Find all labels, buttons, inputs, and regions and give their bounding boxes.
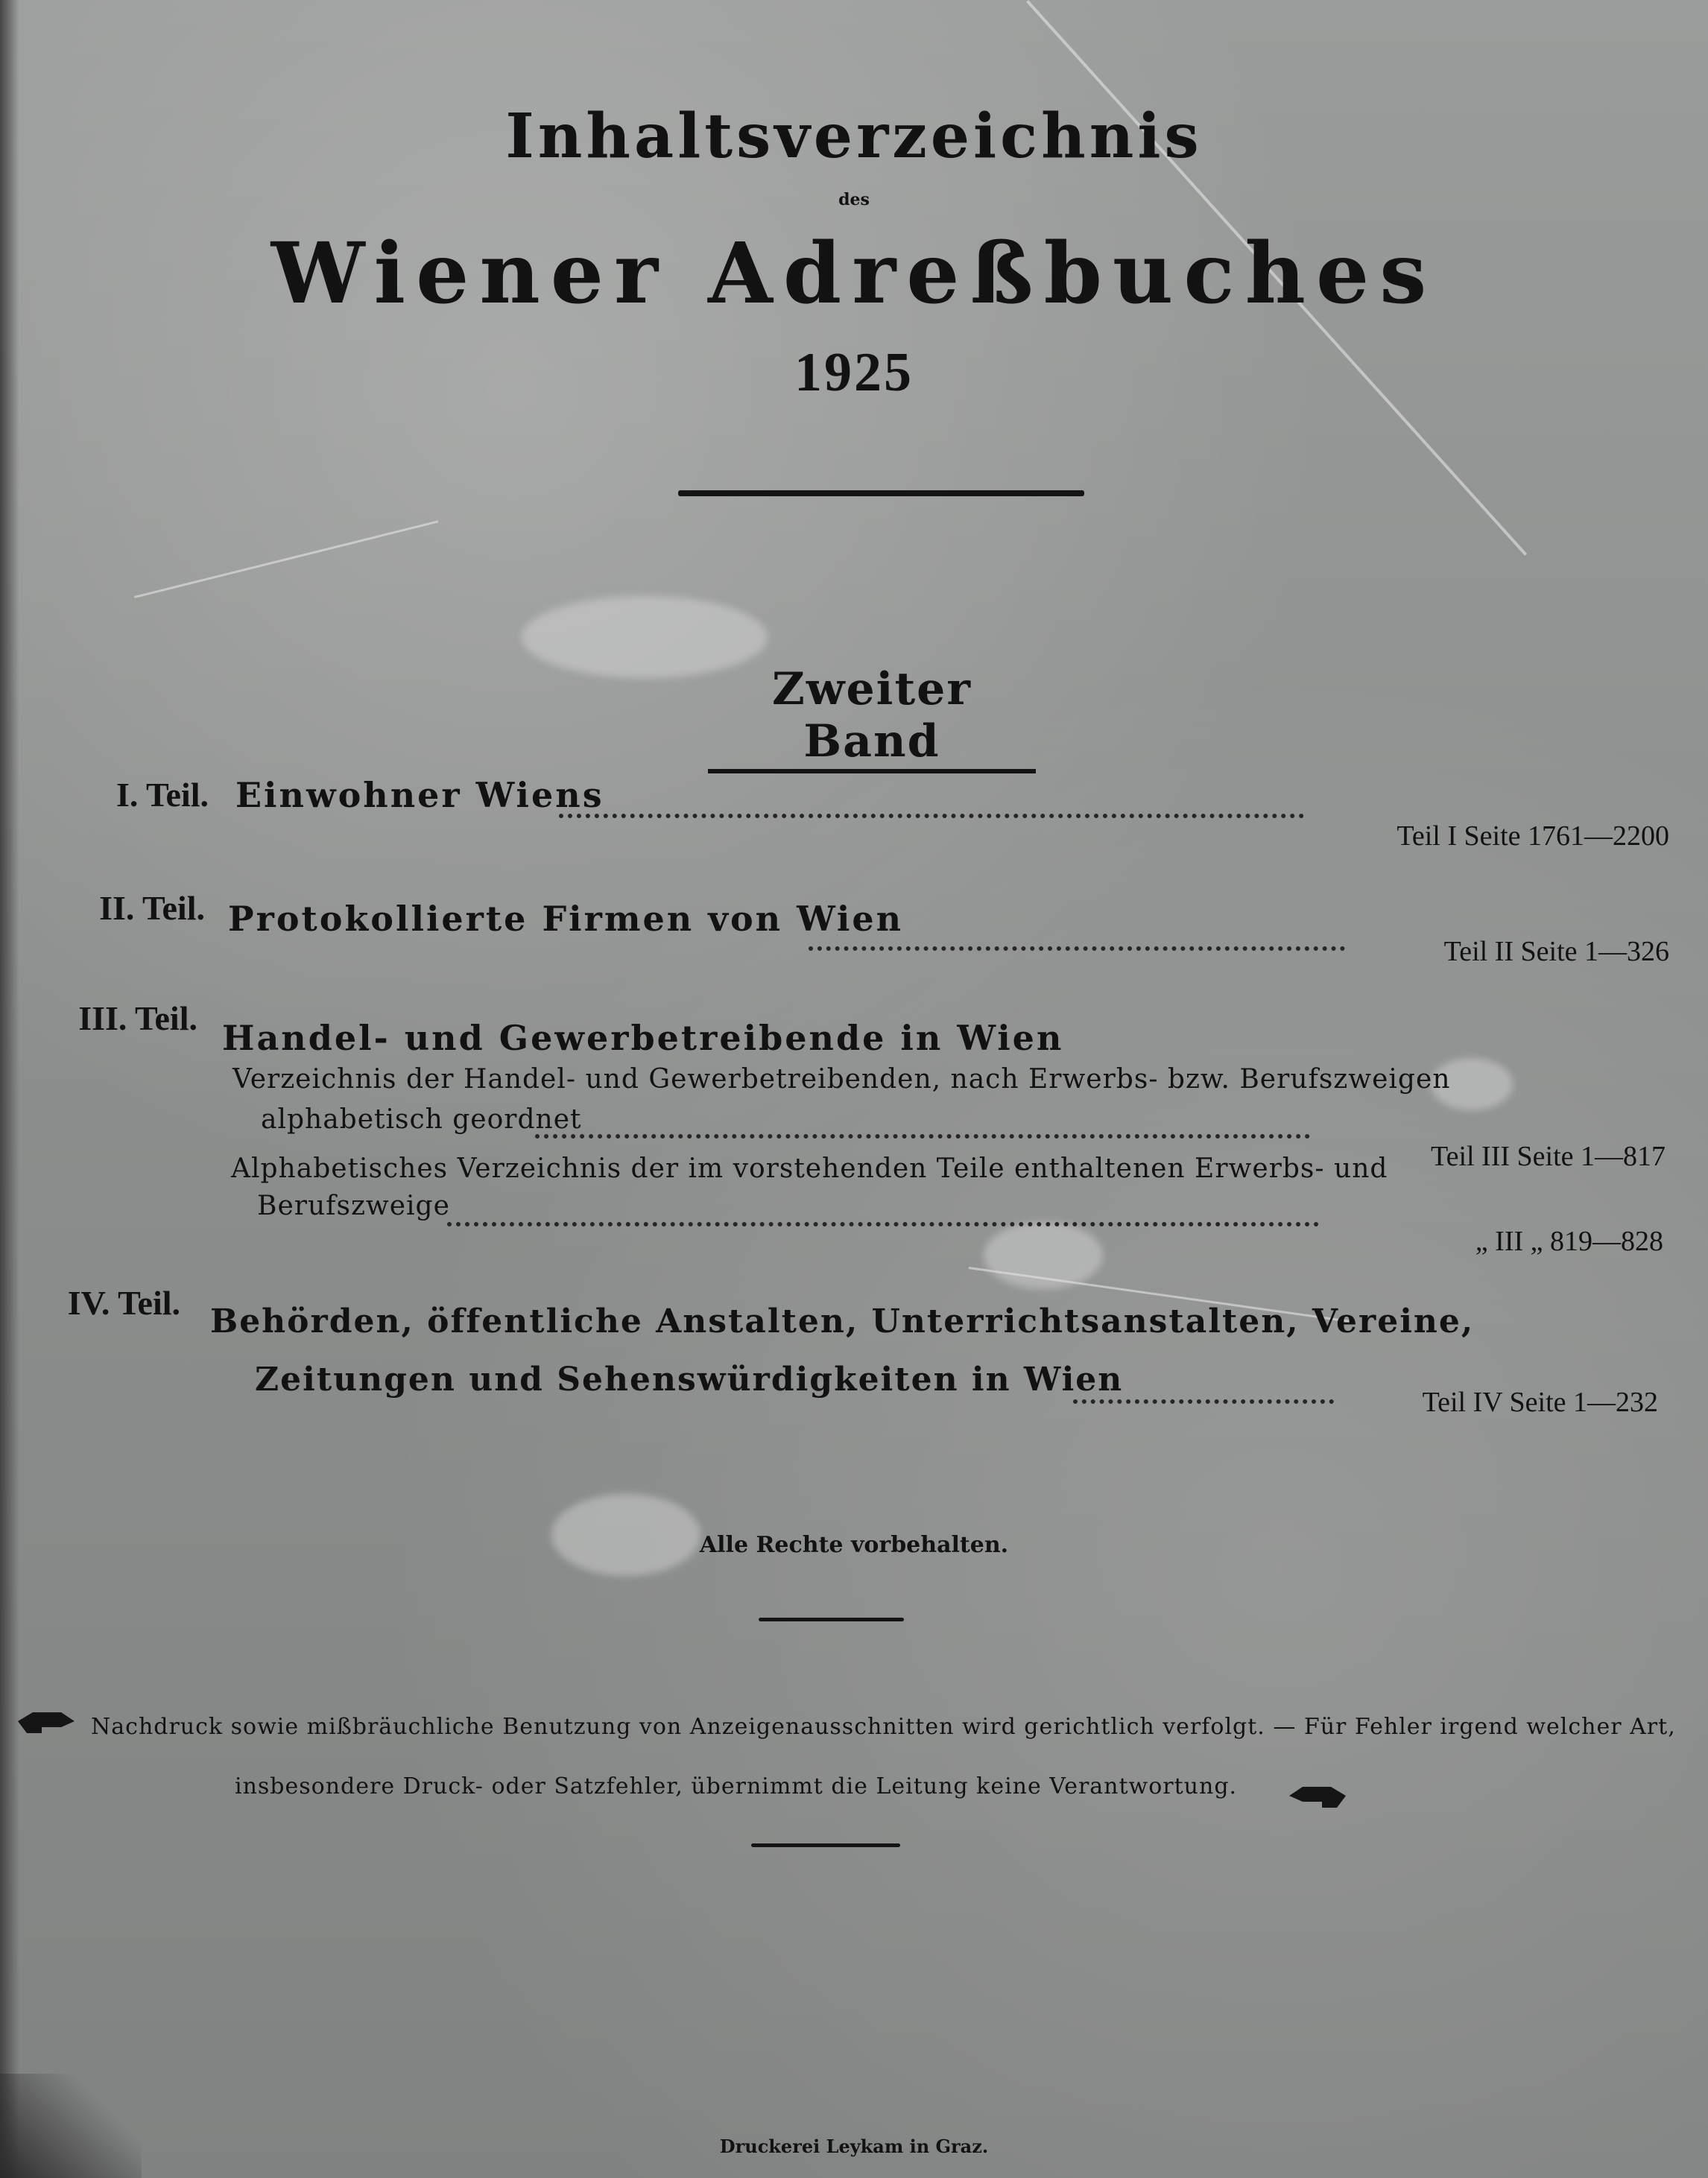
subentry-text-line1: Alphabetisches Verzeichnis der im vorstehenden Teile enthaltenen Erwerbs- und xyxy=(231,1153,1388,1184)
leader-dots xyxy=(1073,1399,1334,1404)
subentry-page-reference: „ III „ 819—828 xyxy=(1475,1226,1663,1257)
subentry-page-reference: Teil III Seite 1—817 xyxy=(1431,1141,1666,1172)
page-title-year: 1925 xyxy=(794,342,914,403)
divider-rule xyxy=(678,490,1084,496)
page-title-connector: des xyxy=(838,190,870,209)
legal-notice-line1: Nachdruck sowie mißbräuchliche Benutzung von Anzeigenausschnitten wird gerichtlich verfolgt. — Für Fehler irgend welcher Art, xyxy=(91,1714,1676,1740)
pointing-hand-left-icon xyxy=(1288,1781,1347,1811)
entry-page-reference: Teil I Seite 1761—2200 xyxy=(1397,820,1669,852)
entry-page-reference: Teil II Seite 1—326 xyxy=(1443,936,1669,967)
entry-part-label: II. Teil. xyxy=(99,889,205,927)
entry-title-line2: Zeitungen und Sehenswürdigkeiten in Wien xyxy=(255,1361,1124,1399)
page-corner-shadow xyxy=(0,2074,142,2178)
leader-dots xyxy=(535,1134,1310,1139)
scratch-mark xyxy=(134,520,438,598)
entry-page-reference: Teil IV Seite 1—232 xyxy=(1422,1387,1658,1418)
subentry-text-line1: Verzeichnis der Handel- und Gewerbetreibenden, nach Erwerbs- bzw. Berufszweigen xyxy=(233,1064,1451,1095)
leader-dots xyxy=(447,1222,1319,1226)
subentry-text-line2: Berufszweige xyxy=(257,1191,450,1221)
leader-dots xyxy=(809,946,1345,951)
pointing-hand-right-icon xyxy=(16,1706,76,1736)
divider-rule xyxy=(751,1843,900,1847)
printer-imprint: Druckerei Leykam in Graz. xyxy=(719,2136,989,2157)
divider-rule xyxy=(759,1618,904,1621)
page-title-line1: Inhaltsverzeichnis xyxy=(505,101,1203,172)
subentry-text-line2: alphabetisch geordnet xyxy=(261,1104,582,1135)
legal-notice-line2: insbesondere Druck- oder Satzfehler, übernimmt die Leitung keine Verantwortung. xyxy=(235,1773,1238,1799)
rights-notice: Alle Rechte vorbehalten. xyxy=(699,1532,1009,1558)
entry-part-label: III. Teil. xyxy=(78,999,197,1037)
stain-mark xyxy=(984,1222,1103,1289)
entry-title-line1: Behörden, öffentliche Anstalten, Unterrichtsanstalten, Vereine, xyxy=(210,1302,1475,1340)
entry-part-label: I. Teil. xyxy=(116,776,209,814)
entry-part-label: IV. Teil. xyxy=(67,1284,180,1322)
leader-dots xyxy=(559,814,1304,818)
entry-title: Handel- und Gewerbetreibende in Wien xyxy=(222,1018,1064,1058)
page-edge-shadow xyxy=(0,0,19,2178)
page-title-line2: Wiener Adreßbuches xyxy=(271,225,1437,323)
volume-title: Zweiter Band xyxy=(708,663,1036,773)
entry-title: Einwohner Wiens xyxy=(235,775,604,815)
entry-title: Protokollierte Firmen von Wien xyxy=(228,899,904,939)
